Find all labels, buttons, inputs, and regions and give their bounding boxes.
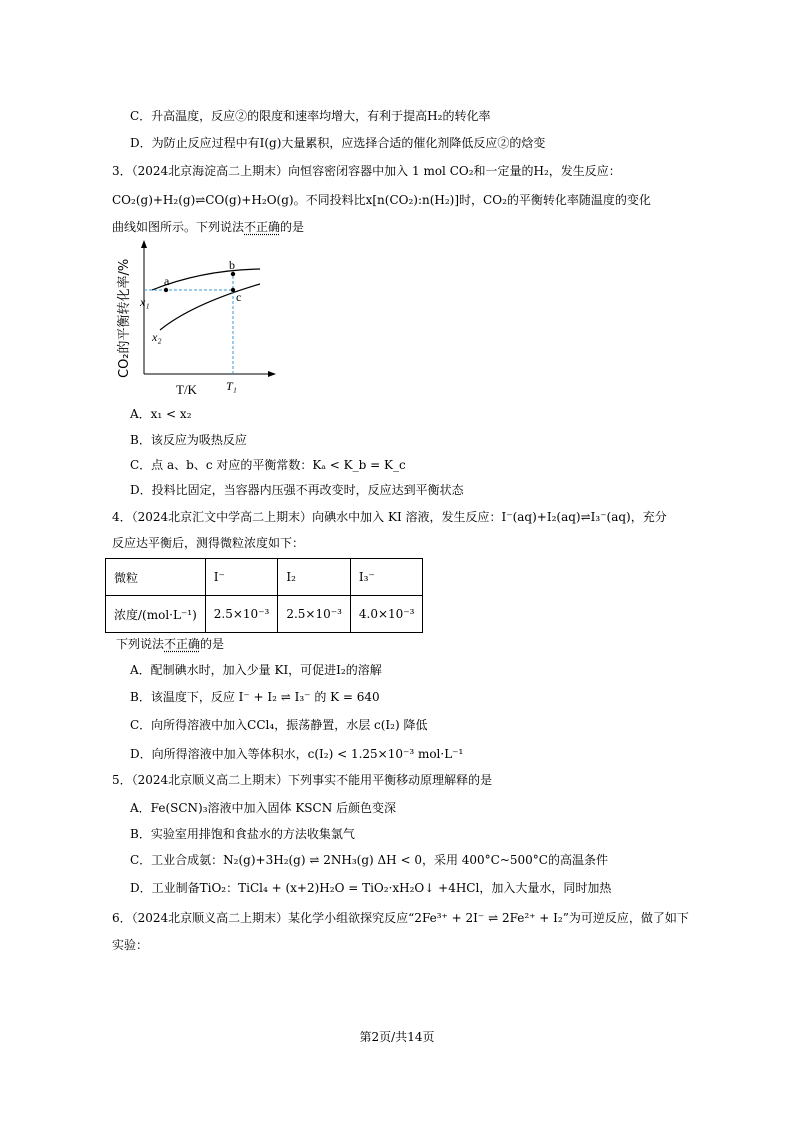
point-c bbox=[231, 288, 235, 292]
q5-option-b: B．实验室用排饱和食盐水的方法收集氯气 bbox=[130, 827, 355, 841]
q5-stem: 5．（2024北京顺义高二上期末）下列事实不能用平衡移动原理解释的是 bbox=[112, 773, 493, 787]
q5-option-c: C．工业合成氨：N₂(g)+3H₂(g) ⇌ 2NH₃(g) ΔH < 0，采用 400°C~500°C的高温条件 bbox=[130, 853, 608, 867]
series-label-x2: x₂ bbox=[152, 330, 162, 344]
page-footer: 第2页/共14页 bbox=[359, 1030, 435, 1044]
table-cell: 4.0×10⁻³ bbox=[350, 596, 423, 633]
table-cell: 2.5×10⁻³ bbox=[278, 596, 351, 633]
q4-stem-line-1: 4．（2024北京汇文中学高二上期末）向碘水中加入 KI 溶液，发生反应：I⁻(aq)+I₂(aq)⇌I₃⁻(aq)，充分 bbox=[112, 510, 667, 524]
q4-option-c: C．向所得溶液中加入CCl₄，振荡静置，水层 c(I₂) 降低 bbox=[130, 718, 428, 732]
prev-option-c: C．升高温度，反应②的限度和速率均增大，有利于提高H₂的转化率 bbox=[130, 109, 491, 123]
emphasis-not-correct: 不正确 bbox=[164, 637, 201, 651]
emphasis-not-correct: 不正确 bbox=[244, 220, 281, 234]
q4-prompt: 下列说法不正确的是 bbox=[116, 637, 225, 651]
table-cell: 微粒 bbox=[106, 559, 206, 596]
q3-option-c: C．点 a、b、c 对应的平衡常数：Kₐ < K_b = K_c bbox=[130, 458, 406, 472]
q4-option-d: D．向所得溶液中加入等体积水，c(I₂) < 1.25×10⁻³ mol·L⁻¹ bbox=[130, 747, 464, 761]
q3-stem-line-2: CO₂(g)+H₂(g)⇌CO(g)+H₂O(g)。不同投料比x[n(CO₂):n(H₂)]时，CO₂的平衡转化率随温度的变化 bbox=[112, 193, 651, 207]
series-label-x1: x₁ bbox=[140, 295, 150, 309]
q3-stem-line-1: 3．（2024北京海淀高二上期末）向恒容密闭容器中加入 1 mol CO₂和一定量的H₂，发生反应： bbox=[112, 164, 621, 178]
q6-stem-line-2: 实验： bbox=[112, 938, 149, 952]
point-b bbox=[231, 272, 235, 276]
q3-stem-line-3: 曲线如图所示。下列说法不正确的是 bbox=[112, 220, 305, 234]
concentration-table bbox=[105, 558, 423, 633]
table-cell: I₂ bbox=[278, 559, 351, 596]
q5-option-d: D．工业制备TiO₂：TiCl₄ + (x+2)H₂O = TiO₂·xH₂O↓ +4HCl，加入大量水，同时加热 bbox=[130, 881, 612, 895]
q4-option-b: B．该温度下，反应 I⁻ + I₂ ⇌ I₃⁻ 的 K = 640 bbox=[130, 690, 380, 704]
q6-stem-line-1: 6．（2024北京顺义高二上期末）某化学小组欲探究反应“2Fe³⁺ + 2I⁻ ⇌ 2Fe²⁺ + I₂”为可逆反应，做了如下 bbox=[112, 911, 689, 925]
table-cell: I₃⁻ bbox=[350, 559, 423, 596]
prev-option-d: D．为防止反应过程中有I(g)大量累积，应选择合适的催化剂降低反应②的焓变 bbox=[130, 136, 546, 150]
label-b: b bbox=[229, 258, 235, 272]
table-row bbox=[106, 596, 423, 633]
y-axis-arrow bbox=[141, 240, 147, 248]
label-a: a bbox=[164, 274, 170, 288]
y-axis-label: CO₂的平衡转化率/% bbox=[117, 258, 132, 378]
point-a bbox=[164, 288, 168, 292]
curve-x2 bbox=[160, 284, 260, 330]
q3-option-d: D．投料比固定，当容器内压强不再改变时，反应达到平衡状态 bbox=[130, 483, 464, 497]
q4-stem-line-2: 反应达平衡后，测得微粒浓度如下： bbox=[112, 536, 305, 550]
x-axis-arrow bbox=[268, 371, 276, 377]
q4-option-a: A．配制碘水时，加入少量 KI，可促进I₂的溶解 bbox=[130, 663, 382, 677]
q5-option-a: A．Fe(SCN)₃溶液中加入固体 KSCN 后颜色变深 bbox=[130, 801, 397, 815]
tick-label-t1: T₁ bbox=[226, 379, 237, 393]
conversion-chart bbox=[112, 238, 282, 398]
table-header-row bbox=[106, 559, 423, 596]
table-cell: 浓度/(mol·L⁻¹) bbox=[106, 596, 206, 633]
q3-option-b: B．该反应为吸热反应 bbox=[130, 433, 247, 447]
table-cell: 2.5×10⁻³ bbox=[205, 596, 278, 633]
q3-option-a: A．x₁ < x₂ bbox=[130, 407, 192, 421]
table-cell: I⁻ bbox=[205, 559, 278, 596]
x-axis-label: T/K bbox=[176, 382, 197, 397]
label-c: c bbox=[236, 290, 242, 304]
